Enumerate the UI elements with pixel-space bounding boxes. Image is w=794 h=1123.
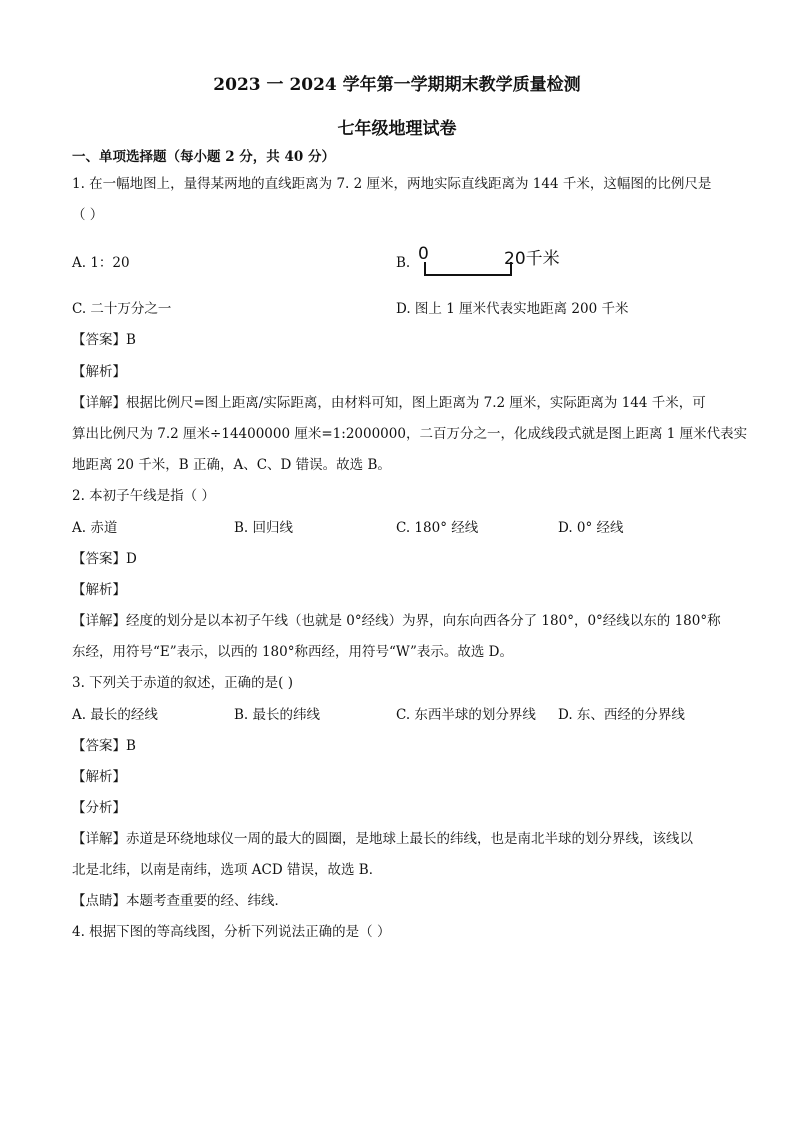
q1-option-a: A. 1：20 xyxy=(72,255,130,271)
q3-option-d: D. 东、西经的分界线 xyxy=(558,707,685,723)
q2-detail-line1: 【详解】经度的划分是以本初子午线（也就是 0°经线）为界，向东向西各分了 180°，0°经线以东的 180°称 xyxy=(72,613,721,629)
q1-option-b-label: B. xyxy=(396,255,411,271)
q2-option-a: A. 赤道 xyxy=(72,520,118,536)
q3-fenxi: 【分析】 xyxy=(72,800,126,816)
q2-option-d: D. 0° 经线 xyxy=(558,520,624,536)
q1-stem-line1: 1. 在一幅地图上，量得某两地的直线距离为 7. 2 厘米，两地实际直线距离为 144 千米，这幅图的比例尺是 xyxy=(72,176,712,192)
q3-option-b: B. 最长的纬线 xyxy=(234,707,321,723)
scale-value-label: 20千米 xyxy=(504,249,560,269)
q1-option-d: D. 图上 1 厘米代表实地距离 200 千米 xyxy=(396,301,629,317)
q3-stem: 3. 下列关于赤道的叙述，正确的是( ) xyxy=(72,675,293,691)
q1-detail-line3: 地距离 20 千米，B 正确，A、C、D 错误。故选 B。 xyxy=(72,457,391,473)
q3-analysis: 【解析】 xyxy=(72,769,126,785)
q4-stem: 4. 根据下图的等高线图，分析下列说法正确的是（ ） xyxy=(72,924,391,940)
q3-detail-line1: 【详解】赤道是环绕地球仪一周的最大的圆圈，是地球上最长的纬线，也是南北半球的划分界线，该线以 xyxy=(72,831,693,847)
q1-option-c: C. 二十万分之一 xyxy=(72,301,172,317)
q2-analysis: 【解析】 xyxy=(72,582,126,598)
q1-detail-line1: 【详解】根据比例尺=图上距离/实际距离，由材料可知，图上距离为 7.2 厘米，实际距离为 144 千米，可 xyxy=(72,395,706,411)
q1-analysis: 【解析】 xyxy=(72,364,126,380)
q1-stem-line2: （ ） xyxy=(72,207,104,223)
scale-zero-label: 0 xyxy=(418,244,429,264)
q1-detail-line2: 算出比例尺为 7.2 厘米÷14400000 厘米=1:2000000，二百万分之一，化成线段式就是图上距离 1 厘米代表实 xyxy=(72,426,748,442)
q2-detail-line2: 东经，用符号“E”表示，以西的 180°称西经，用符号“W”表示。故选 D。 xyxy=(72,644,514,660)
exam-title: 2023 一 2024 学年第一学期期末教学质量检测 xyxy=(213,75,581,95)
scale-bar-line xyxy=(424,262,512,276)
q2-answer: 【答案】D xyxy=(72,551,137,567)
q2-option-c: C. 180° 经线 xyxy=(396,520,479,536)
q3-detail-line2: 北是北纬，以南是南纬，选项 ACD 错误，故选 B． xyxy=(72,862,383,878)
section-heading: 一、单项选择题（每小题 2 分，共 40 分） xyxy=(72,149,335,165)
q1-answer: 【答案】B xyxy=(72,332,136,348)
q2-stem: 2. 本初子午线是指（ ） xyxy=(72,488,215,504)
q2-option-b: B. 回归线 xyxy=(234,520,294,536)
q1-option-b-scale-bar xyxy=(396,242,576,282)
exam-subtitle: 七年级地理试卷 xyxy=(337,119,457,139)
q3-answer: 【答案】B xyxy=(72,738,136,754)
q3-dianjing: 【点睛】本题考查重要的经、纬线． xyxy=(72,893,288,909)
q3-option-a: A. 最长的经线 xyxy=(72,707,158,723)
q3-option-c: C. 东西半球的划分界线 xyxy=(396,707,536,723)
